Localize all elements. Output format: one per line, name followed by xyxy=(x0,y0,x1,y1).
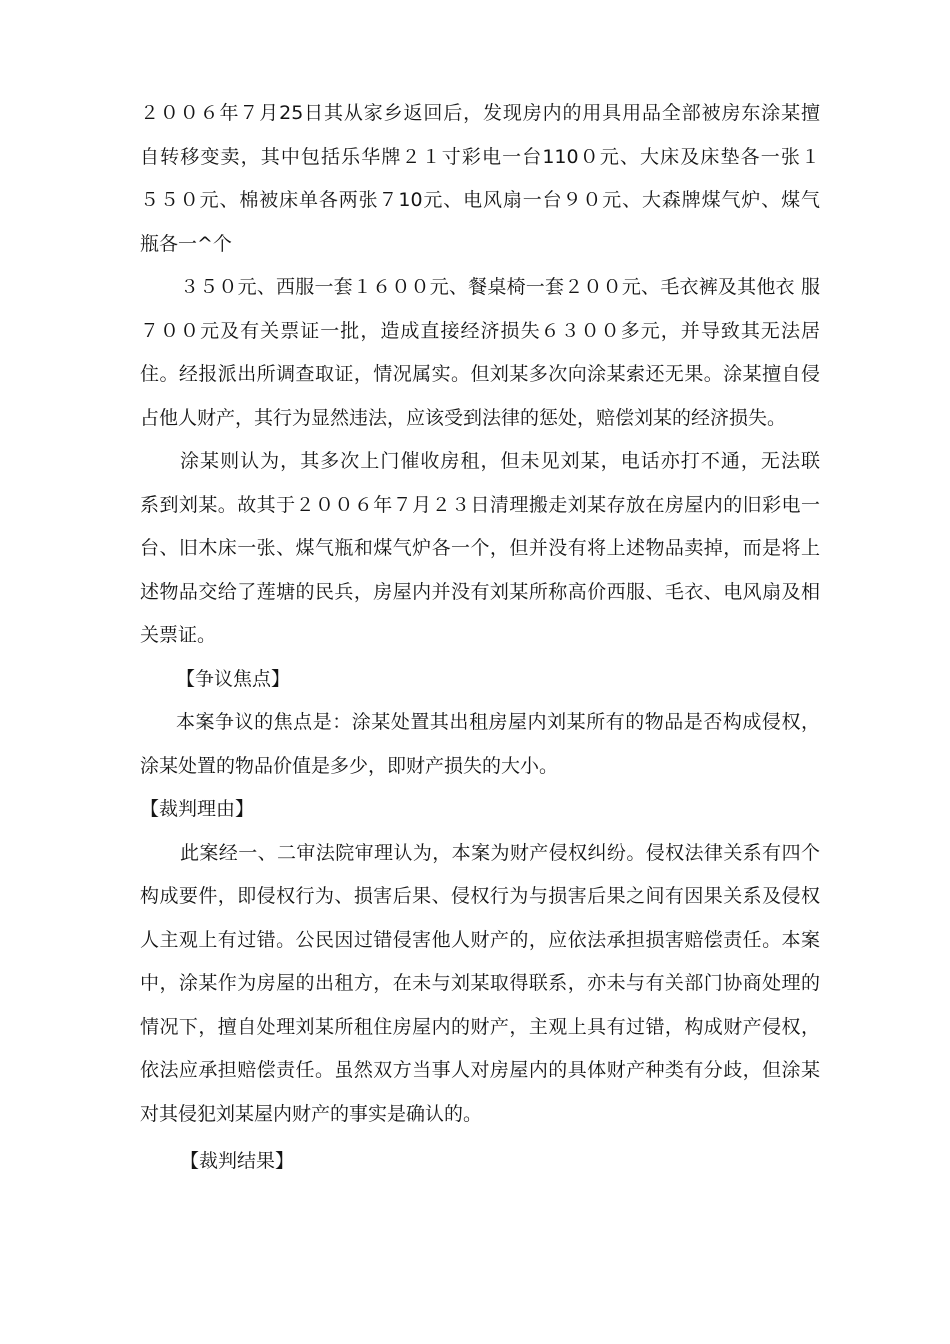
text-line: 涂某处置的物品价值是多少，即财产损失的大小。 xyxy=(140,754,559,777)
section-heading-result: 【裁判结果】 xyxy=(180,1150,295,1172)
text-line: ２００６年７月25日其从家乡返回后，发现房内的用具用品全部被房东涂某擅 xyxy=(140,102,820,124)
text-line: 住。经报派出所调查取证，情况属实。但刘某多次向涂某索还无果。涂某擅自侵 xyxy=(140,363,820,385)
paragraph-defendant-claim xyxy=(140,440,820,658)
paragraph-dispute xyxy=(140,701,820,788)
section-heading-dispute: 【争议焦点】 xyxy=(176,667,291,690)
text-line: 关票证。 xyxy=(140,624,217,646)
text-line: ７００元及有关票证一批，造成直接经济损失６３００多元，并导致其无法居 xyxy=(140,319,820,342)
text-line: 中，涂某作为房屋的出租方，在未与刘某取得联系，亦未与有关部门协商处理的 xyxy=(140,972,820,994)
text-line: 依法应承担赔偿责任。虽然双方当事人对房屋内的具体财产种类有分歧，但涂某 xyxy=(140,1059,820,1081)
text-line: 占他人财产，其行为显然违法，应该受到法律的惩处，赔偿刘某的经济损失。 xyxy=(140,406,787,429)
text-line: 系到刘某。故其于２００６年７月２３日清理搬走刘某存放在房屋内的旧彩电一 xyxy=(140,493,820,516)
text-line: 此案经一、二审法院审理认为，本案为财产侵权纠纷。侵权法律关系有四个 xyxy=(180,841,820,864)
text-line: 构成要件，即侵权行为、损害后果、侵权行为与损害后果之间有因果关系及侵权 xyxy=(140,885,820,907)
text-line: 自转移变卖，其中包括乐华牌２１寸彩电一台110０元、大床及床垫各一张１ xyxy=(140,145,820,168)
text-line: 瓶各一^个 xyxy=(140,232,232,255)
text-line: 人主观上有过错。公民因过错侵害他人财产的，应依法承担损害赔偿责任。本案 xyxy=(140,928,820,951)
text-line: 本案争议的焦点是：涂某处置其出租房屋内刘某所有的物品是否构成侵权， xyxy=(176,711,820,733)
text-line: ５５０元、棉被床单各两张７10元、电风扇一台９０元、大森牌煤气炉、煤气 xyxy=(140,189,820,211)
text-line: 台、旧木床一张、煤气瓶和煤气炉各一个，但并没有将上述物品卖掉，而是将上 xyxy=(140,537,820,559)
text-line: ３５０元、西服一套１６００元、餐桌椅一套２００元、毛衣裤及其他衣 服 xyxy=(180,276,820,298)
paragraph-plaintiff-claim-1 xyxy=(140,92,820,266)
text-line: 述物品交给了莲塘的民兵，房屋内并没有刘某所称高价西服、毛衣、电风扇及相 xyxy=(140,580,820,603)
text-line: 情况下，擅自处理刘某所租住房屋内的财产，主观上具有过错，构成财产侵权， xyxy=(140,1015,820,1038)
paragraph-plaintiff-claim-2 xyxy=(140,266,820,440)
document-page xyxy=(140,92,820,1184)
paragraph-reason xyxy=(140,832,820,1137)
text-line: 涂某则认为，其多次上门催收房租，但未见刘某，电话亦打不通，无法联 xyxy=(180,450,820,472)
section-heading-reason: 【裁判理由】 xyxy=(140,798,255,820)
text-line: 对其侵犯刘某屋内财产的事实是确认的。 xyxy=(140,1102,483,1125)
